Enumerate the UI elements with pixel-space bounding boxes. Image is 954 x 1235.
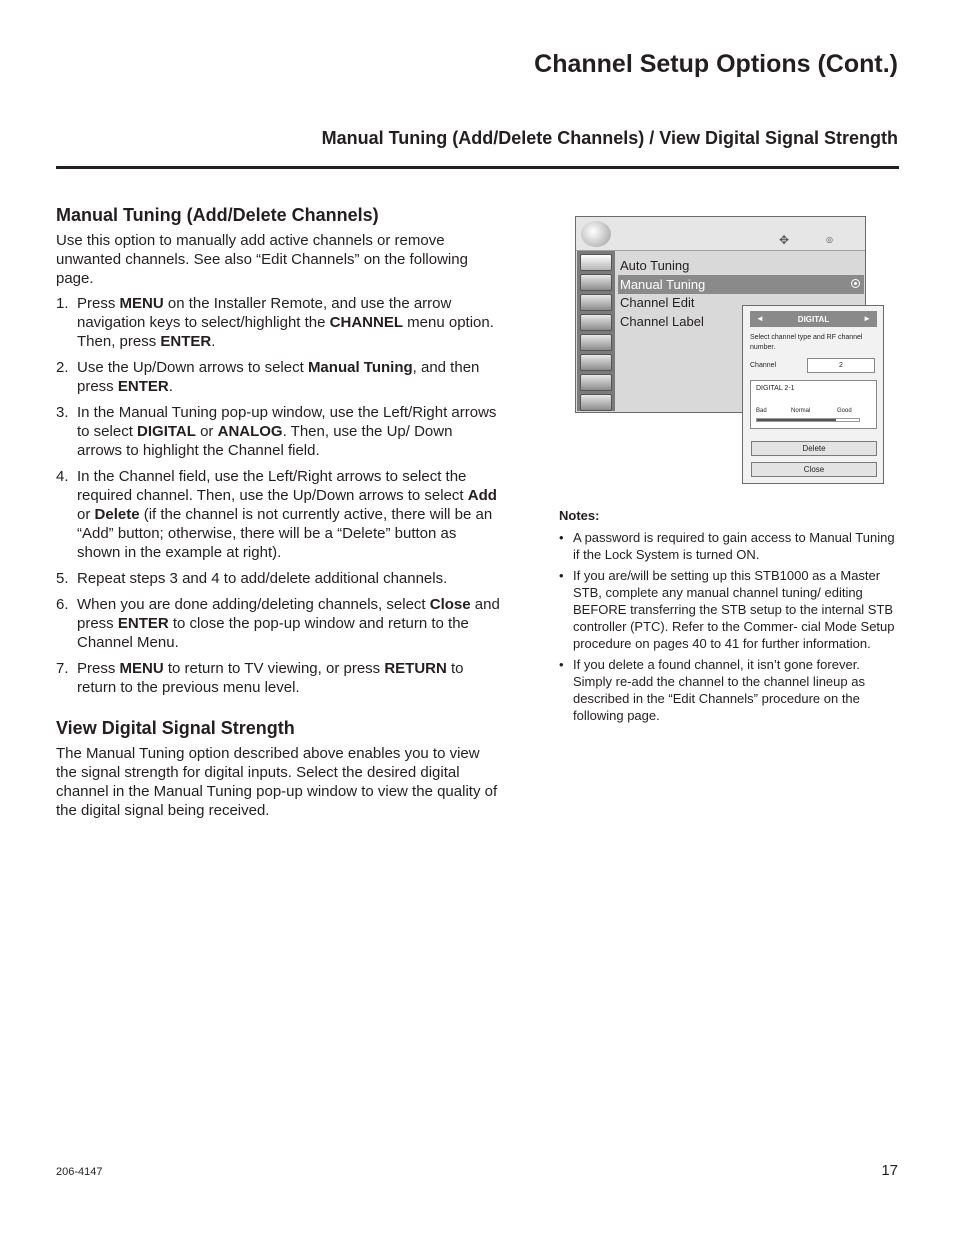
channel-field[interactable]: 2 [807,358,875,373]
ok-button-icon: ◎ [826,235,833,244]
step-item [56,569,501,588]
step-text: In the Manual Tuning pop-up window, use the Left/Right arrows to select [77,404,497,440]
settings-gear-icon[interactable] [580,294,612,311]
header-rule [56,166,899,169]
manual-tuning-popup [742,305,884,484]
bullet-icon: • [559,657,564,672]
channel-label: Channel [750,362,777,369]
step-text: . [168,378,173,395]
bullet-icon: • [559,568,564,583]
bullet-icon: • [559,530,564,545]
menu-item-label: Channel Label [620,314,704,330]
right-arrow-icon[interactable]: ► [863,314,871,323]
note-text: A password is required to gain access to Manual Tuning if the Lock System is turned ON. [573,530,895,562]
step-keyword: MENU [119,295,164,312]
step-number: 3. [56,404,69,421]
page-number: 17 [881,1162,898,1179]
tuning-mode-selector[interactable] [750,311,877,327]
step-keyword: Manual Tuning [307,359,413,376]
step-keyword: DIGITAL [137,423,196,440]
step-keyword: ENTER [117,378,169,395]
menu-icon-column [577,251,615,411]
steps-list [56,294,501,697]
note-text: If you are/will be setting up this STB1000 as a Master STB, complete any manual channel tuning/ editing BEFORE transferring the STB setup to the internal STB controller (PTC). Refer to the Commer- cial Mode Setup procedure on pages 40 to 41 for further information. [573,568,895,651]
lock-icon[interactable] [580,334,612,351]
caption-icon[interactable] [580,394,612,411]
section-title: Manual Tuning (Add/Delete Channels) / View Digital Signal Strength [321,128,898,148]
delete-button[interactable]: Delete [751,441,877,456]
step-number: 5. [56,570,69,587]
left-column [56,206,501,820]
step-keyword: Add [467,487,497,504]
navigation-cross-icon: ✥ [779,233,790,247]
notes-title: Notes: [559,508,600,523]
step-text: . Then, use the Up/ Down arrows to highlight the Channel field. [77,423,453,459]
step-text: . [211,333,216,350]
satellite-dish-icon[interactable] [580,254,612,271]
step-text: to return to the previous menu level. [77,660,464,696]
input-cable-icon[interactable] [580,374,612,391]
note-text: If you delete a found channel, it isn’t gone forever. Simply re-add the channel to the channel lineup as described in the “Edit Channels” procedure on the following page. [573,657,865,723]
step-text: or [195,423,218,440]
notes-section [559,507,899,728]
note-item [559,567,899,652]
step-text: When you are done adding/deleting channels, select [77,596,430,613]
step-keyword: MENU [119,660,164,677]
step-item [56,294,501,351]
notes-list [559,529,899,724]
left-arrow-icon[interactable]: ◄ [756,314,764,323]
step-text: Press [77,660,120,677]
step-text: Use the Up/Down arrows to select [77,359,308,376]
step-item [56,595,501,652]
signal-strength-heading: View Digital Signal Strength [56,718,295,738]
step-text: and press [77,596,500,632]
signal-strength-bar [756,418,860,422]
tv-screen-icon[interactable] [580,274,612,291]
page-title: Channel Setup Options (Cont.) [534,50,898,78]
close-button[interactable]: Close [751,462,877,477]
document-number: 206-4147 [56,1166,103,1178]
step-keyword: ENTER [117,615,169,632]
signal-channel-name: DIGITAL 2-1 [756,385,795,392]
manual-tuning-intro: Use this option to manually add active channels or remove unwanted channels. See also “Edit Channels” on the following page. [56,232,468,287]
step-item [56,403,501,460]
note-item [559,656,899,724]
manual-tuning-heading: Manual Tuning (Add/Delete Channels) [56,205,379,225]
step-number: 2. [56,359,69,376]
step-number: 1. [56,295,69,312]
signal-strength-fill [757,419,836,421]
step-text: (if the channel is not currently active, there will be an “Add” button; otherwise, there will be a “Delete” button as shown in the example at right). [77,506,493,561]
step-keyword: RETURN [384,660,447,677]
step-text: on the Installer Remote, and use the arrow navigation keys to select/highlight the [77,295,452,331]
menu-item-auto-tuning[interactable] [618,256,864,275]
step-text: Repeat steps 3 and 4 to add/delete additional channels. [77,570,448,587]
step-number: 6. [56,596,69,613]
speaker-icon[interactable] [580,354,612,371]
step-text: In the Channel field, use the Left/Right arrows to select the required channel. Then, use the Up/Down arrows to select [77,468,468,504]
menu-item-label: Auto Tuning [620,258,690,273]
menu-item-label: Channel Edit [620,295,695,311]
step-text: menu option. Then, press [77,314,494,350]
clock-icon[interactable] [580,314,612,331]
menu-item-label: Manual Tuning [620,276,706,292]
step-text: Press [77,295,120,312]
step-number: 4. [56,468,69,485]
step-item [56,358,501,396]
step-text: , and then press [77,359,480,395]
signal-strength-box [750,380,877,429]
step-keyword: Close [429,596,471,613]
channel-menu-logo-icon [581,221,611,247]
menu-item-manual-tuning[interactable] [618,275,864,294]
step-text: or [77,506,95,523]
tuning-mode-label: DIGITAL [797,315,830,324]
step-keyword: CHANNEL [329,314,403,331]
signal-scale-good: Good [837,408,852,414]
step-number: 7. [56,660,69,677]
step-text: to close the pop-up window and return to the Channel Menu. [77,615,469,651]
step-text: to return to TV viewing, or press [163,660,385,677]
signal-strength-body: The Manual Tuning option described above enables you to view the signal strength for digital inputs. Select the desired digital channel in the Manual Tuning pop-up window to view the quality of the digital signal being received. [56,745,498,819]
menu-top-bar [576,217,865,251]
step-keyword: ENTER [160,333,212,350]
signal-scale-bad: Bad [756,408,767,414]
popup-hint: Select channel type and RF channel number. [750,334,863,351]
step-item [56,467,501,562]
step-item [56,659,501,697]
step-keyword: Delete [94,506,140,523]
note-item [559,529,899,563]
selected-radio-icon [851,279,860,288]
step-keyword: ANALOG [217,423,283,440]
signal-scale-normal: Normal [791,408,811,414]
